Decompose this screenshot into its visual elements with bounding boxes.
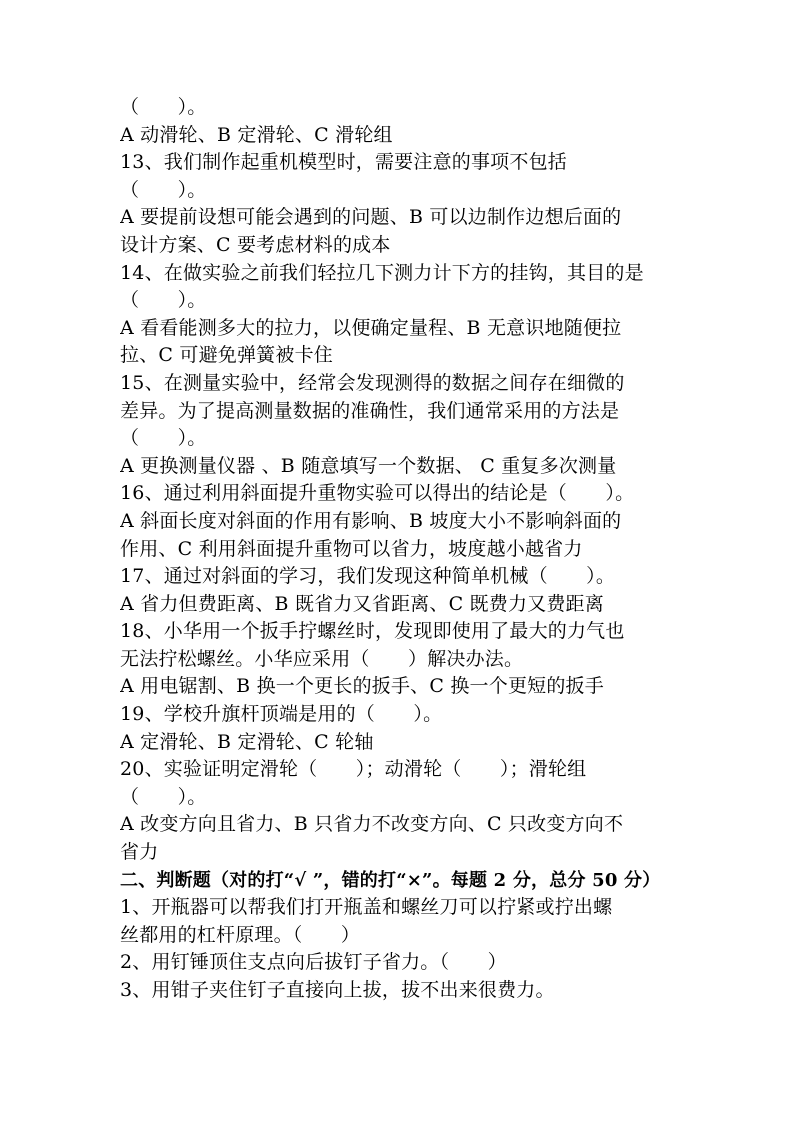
text-line: 无法拧松螺丝。小华应采用（ ）解决办法。 — [120, 647, 524, 670]
text-line: 省力 — [120, 841, 159, 864]
text-line: A 看看能测多大的拉力，以便确定量程、B 无意识地随便拉 — [120, 316, 622, 339]
text-line: 拉、C 可避免弹簧被卡住 — [120, 344, 333, 367]
question-14-line: 14、在做实验之前我们轻拉几下测力计下方的挂钩，其目的是 — [120, 261, 644, 284]
judge-1-line: 1、开瓶器可以帮我们打开瓶盖和螺丝刀可以拧紧或拧出螺 — [120, 896, 613, 919]
text-line: （ ）。 — [120, 178, 207, 201]
question-15-line: 15、在测量实验中，经常会发现测得的数据之间存在细微的 — [120, 371, 625, 394]
question-16-line: 16、通过利用斜面提升重物实验可以得出的结论是（ ）。 — [120, 482, 635, 505]
question-20-line: 20、实验证明定滑轮（ ）；动滑轮（ ）；滑轮组 — [120, 758, 587, 781]
text-line: 作用、C 利用斜面提升重物可以省力，坡度越小越省力 — [120, 537, 583, 560]
text-line: （ ）。 — [120, 785, 207, 808]
text-line: 设计方案、C 要考虑材料的成本 — [120, 233, 391, 256]
judge-3-line: 3、用钳子夹住钉子直接向上拔，拔不出来很费力。 — [120, 979, 555, 1001]
question-19-line: 19、学校升旗杆顶端是用的（ ）。 — [120, 703, 443, 726]
question-17-line: 17、通过对斜面的学习，我们发现这种简单机械（ ）。 — [120, 565, 616, 588]
text-line: 差异。为了提高测量数据的准确性，我们通常采用的方法是 — [120, 399, 620, 422]
text-line: A 改变方向且省力、B 只省力不改变方向、C 只改变方向不 — [120, 813, 624, 836]
text-line: （ ）。 — [120, 96, 207, 118]
text-line: A 更换测量仪器 、B 随意填写一个数据、 C 重复多次测量 — [120, 454, 617, 477]
judge-2-line: 2、用钉锤顶住支点向后拔钉子省力。（ ） — [120, 951, 507, 974]
text-line: A 斜面长度对斜面的作用有影响、B 坡度大小不影响斜面的 — [120, 509, 622, 532]
text-line: 丝都用的杠杆原理。（ ） — [120, 923, 361, 946]
text-line: （ ）。 — [120, 289, 207, 312]
text-line: （ ）。 — [120, 427, 207, 450]
question-13-line: 13、我们制作起重机模型时，需要注意的事项不包括 — [120, 151, 567, 174]
section-heading: 二、判断题（对的打“√ ”，错的打“×”。每题 2 分，总分 50 分） — [120, 869, 661, 891]
text-line: A 要提前设想可能会遇到的问题、B 可以边制作边想后面的 — [120, 206, 622, 229]
text-line: A 用电锯割、B 换一个更长的扳手、C 换一个更短的扳手 — [120, 675, 604, 698]
text-line: A 动滑轮、B 定滑轮、C 滑轮组 — [120, 123, 393, 146]
question-18-line: 18、小华用一个扳手拧螺丝时，发现即使用了最大的力气也 — [120, 620, 625, 643]
text-line: A 定滑轮、B 定滑轮、C 轮轴 — [120, 730, 374, 753]
document-content — [120, 94, 674, 1005]
text-line: A 省力但费距离、B 既省力又省距离、C 既费力又费距离 — [120, 592, 604, 615]
